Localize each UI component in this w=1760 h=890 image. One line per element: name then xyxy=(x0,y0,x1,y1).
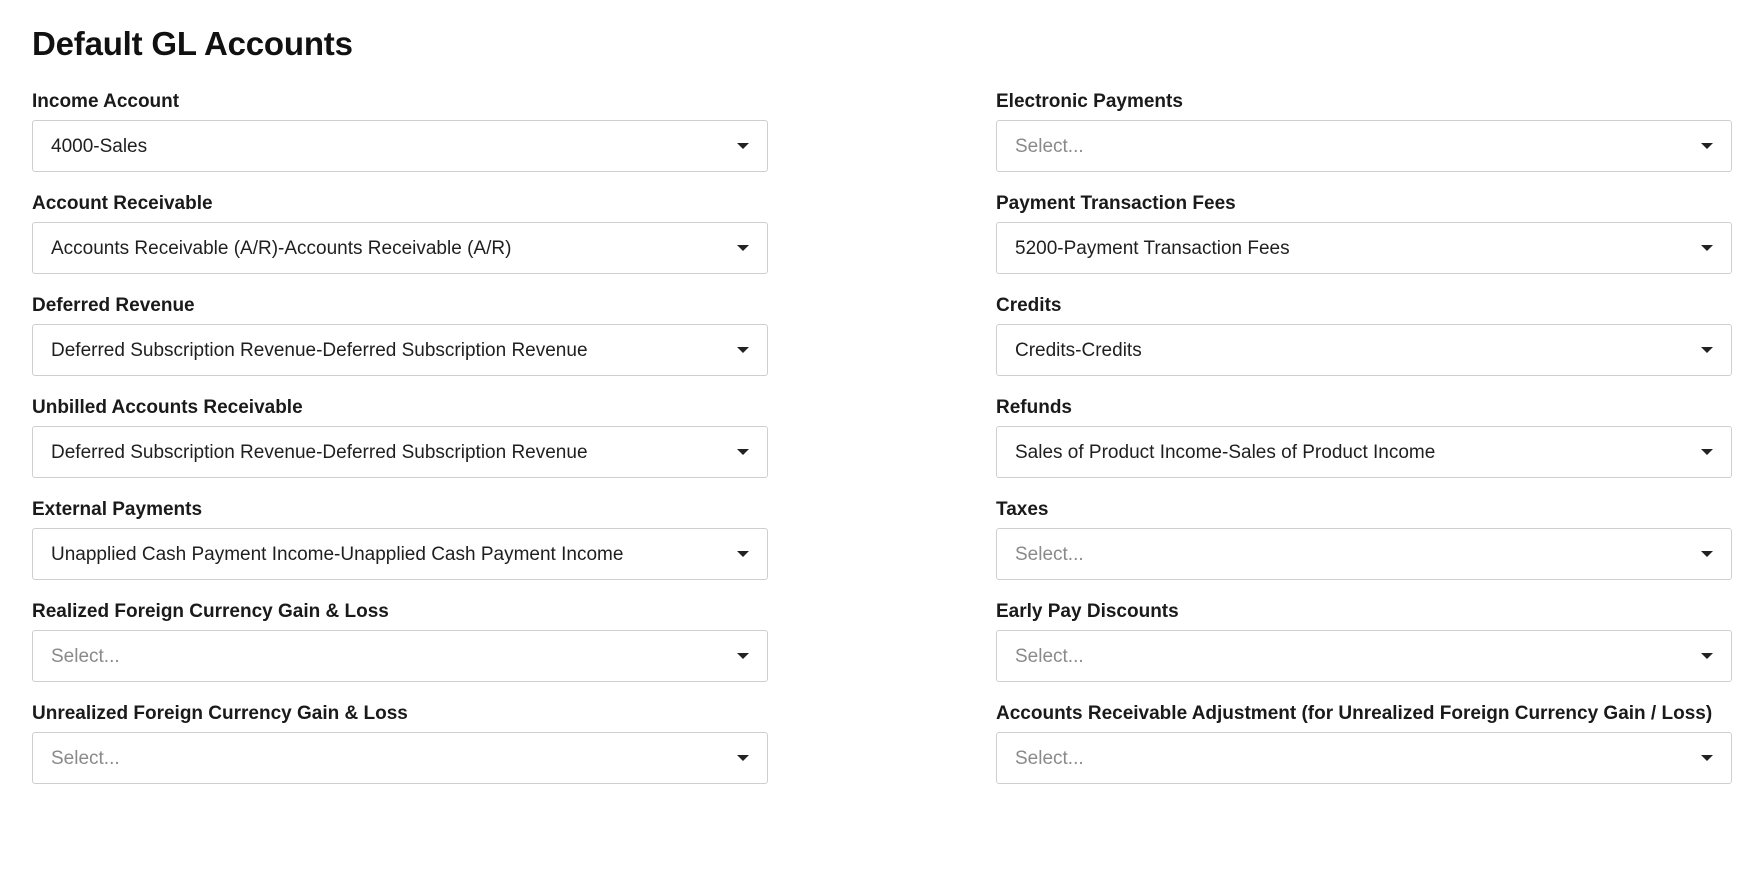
chevron-down-icon[interactable] xyxy=(737,143,749,149)
refunds-value: Sales of Product Income-Sales of Product Income xyxy=(1015,442,1436,463)
early-pay-discounts-field xyxy=(996,600,1734,705)
income-account-value: 4000-Sales xyxy=(51,136,148,157)
early-pay-discounts-select[interactable] xyxy=(996,630,1732,682)
electronic-payments-field xyxy=(996,90,1734,195)
taxes-field xyxy=(996,498,1734,603)
credits-label: Credits xyxy=(996,295,1062,316)
unrealized-fx-gain-loss-placeholder: Select... xyxy=(51,748,120,769)
ar-adjustment-label: Accounts Receivable Adjustment (for Unrealized Foreign Currency Gain / Loss) xyxy=(996,703,1713,724)
realized-fx-gain-loss-placeholder: Select... xyxy=(51,646,120,667)
unbilled-accounts-receivable-field xyxy=(32,396,770,501)
deferred-revenue-value: Deferred Subscription Revenue-Deferred Subscription Revenue xyxy=(51,340,588,361)
realized-fx-gain-loss-field xyxy=(32,600,770,705)
taxes-label: Taxes xyxy=(996,499,1049,520)
chevron-down-icon[interactable] xyxy=(737,347,749,353)
deferred-revenue-label: Deferred Revenue xyxy=(32,295,195,316)
early-pay-discounts-label: Early Pay Discounts xyxy=(996,601,1179,622)
chevron-down-icon[interactable] xyxy=(1701,143,1713,149)
chevron-down-icon[interactable] xyxy=(1701,347,1713,353)
chevron-down-icon[interactable] xyxy=(1701,449,1713,455)
chevron-down-icon[interactable] xyxy=(737,449,749,455)
external-payments-select[interactable] xyxy=(32,528,768,580)
taxes-placeholder: Select... xyxy=(1015,544,1084,565)
payment-transaction-fees-select[interactable] xyxy=(996,222,1732,274)
chevron-down-icon[interactable] xyxy=(737,653,749,659)
income-account-label: Income Account xyxy=(32,91,180,112)
chevron-down-icon[interactable] xyxy=(737,245,749,251)
external-payments-label: External Payments xyxy=(32,499,203,520)
payment-transaction-fees-value: 5200-Payment Transaction Fees xyxy=(1015,238,1290,259)
refunds-label: Refunds xyxy=(996,397,1072,418)
unrealized-fx-gain-loss-select[interactable] xyxy=(32,732,768,784)
chevron-down-icon[interactable] xyxy=(1701,755,1713,761)
chevron-down-icon[interactable] xyxy=(1701,551,1713,557)
account-receivable-value: Accounts Receivable (A/R)-Accounts Receivable (A/R) xyxy=(51,238,512,259)
taxes-select[interactable] xyxy=(996,528,1732,580)
unrealized-fx-gain-loss-label: Unrealized Foreign Currency Gain & Loss xyxy=(32,703,408,724)
page-title: Default GL Accounts xyxy=(32,25,353,62)
credits-select[interactable] xyxy=(996,324,1732,376)
electronic-payments-label: Electronic Payments xyxy=(996,91,1183,112)
ar-adjustment-select[interactable] xyxy=(996,732,1732,784)
income-account-field xyxy=(32,90,770,195)
chevron-down-icon[interactable] xyxy=(737,551,749,557)
refunds-select[interactable] xyxy=(996,426,1732,478)
default-gl-accounts-page xyxy=(32,0,1732,890)
chevron-down-icon[interactable] xyxy=(737,755,749,761)
external-payments-field xyxy=(32,498,770,603)
refunds-field xyxy=(996,396,1734,501)
unbilled-accounts-receivable-select[interactable] xyxy=(32,426,768,478)
realized-fx-gain-loss-select[interactable] xyxy=(32,630,768,682)
credits-field xyxy=(996,294,1734,399)
deferred-revenue-select[interactable] xyxy=(32,324,768,376)
ar-adjustment-placeholder: Select... xyxy=(1015,748,1084,769)
chevron-down-icon[interactable] xyxy=(1701,245,1713,251)
account-receivable-field xyxy=(32,192,770,297)
payment-transaction-fees-label: Payment Transaction Fees xyxy=(996,193,1236,214)
ar-adjustment-field xyxy=(996,702,1734,807)
deferred-revenue-field xyxy=(32,294,770,399)
chevron-down-icon[interactable] xyxy=(1701,653,1713,659)
unbilled-accounts-receivable-label: Unbilled Accounts Receivable xyxy=(32,397,303,418)
account-receivable-select[interactable] xyxy=(32,222,768,274)
electronic-payments-select[interactable] xyxy=(996,120,1732,172)
external-payments-value: Unapplied Cash Payment Income-Unapplied Cash Payment Income xyxy=(51,544,624,565)
income-account-select[interactable] xyxy=(32,120,768,172)
credits-value: Credits-Credits xyxy=(1015,340,1142,361)
payment-transaction-fees-field xyxy=(996,192,1734,297)
unrealized-fx-gain-loss-field xyxy=(32,702,770,807)
account-receivable-label: Account Receivable xyxy=(32,193,213,214)
early-pay-discounts-placeholder: Select... xyxy=(1015,646,1084,667)
electronic-payments-placeholder: Select... xyxy=(1015,136,1084,157)
unbilled-accounts-receivable-value: Deferred Subscription Revenue-Deferred Subscription Revenue xyxy=(51,442,588,463)
realized-fx-gain-loss-label: Realized Foreign Currency Gain & Loss xyxy=(32,601,389,622)
